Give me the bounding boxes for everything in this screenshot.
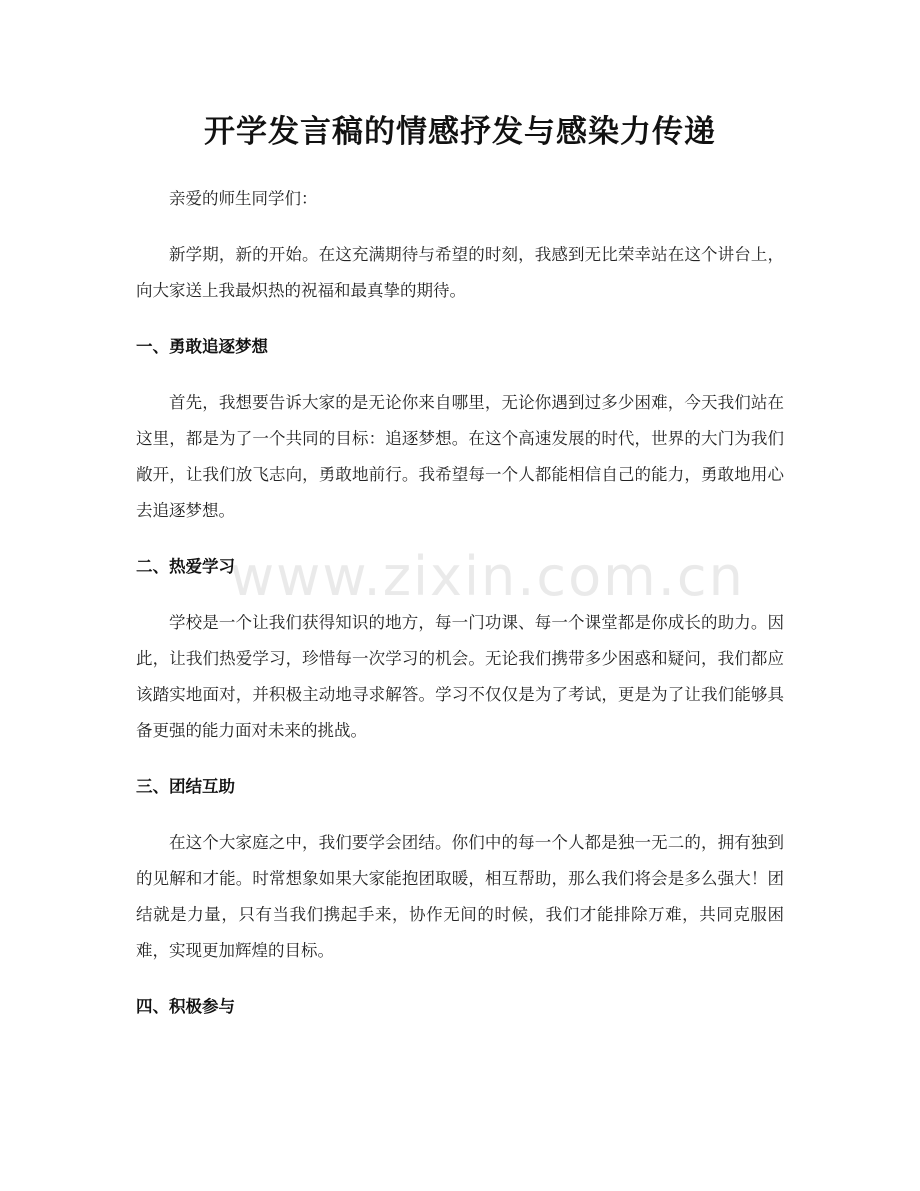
greeting: 亲爱的师生同学们： [169,189,318,208]
section-paragraph: 首先，我想要告诉大家的是无论你来自哪里，无论你遇到过多少困难，今天我们站在这里，都是为了一个共同的目标：追逐梦想。在这个高速发展的时代，世界的大门为我们敞开，让我们放飞志向，勇敢地前行。我希望每一个人都能相信自己的能力，勇敢地用心去追逐梦想。 [136,393,784,520]
document-title: 开学发言稿的情感抒发与感染力传递 [204,114,716,150]
section-heading: 四、积极参与 [136,997,235,1016]
section-paragraph: 在这个大家庭之中，我们要学会团结。你们中的每一个人都是独一无二的，拥有独到的见解和才能。时常想象如果大家能抱团取暖，相互帮助，那么我们将会是多么强大！团结就是力量，只有当我们携起手来，协作无间的时候，我们才能排除万难，共同克服困难，实现更加辉煌的目标。 [136,833,784,960]
section-paragraph: 学校是一个让我们获得知识的地方，每一门功课、每一个课堂都是你成长的助力。因此，让我们热爱学习，珍惜每一次学习的机会。无论我们携带多少困惑和疑问，我们都应该踏实地面对，并积极主动地寻求解答。学习不仅仅是为了考试，更是为了让我们能够具备更强的能力面对未来的挑战。 [136,613,784,740]
section-heading: 二、热爱学习 [136,557,235,576]
watermark: www.zixin.com.cn [230,545,745,608]
section-heading: 三、团结互助 [136,777,235,796]
document-body [136,181,784,1045]
intro-paragraph: 新学期，新的开始。在这充满期待与希望的时刻，我感到无比荣幸站在这个讲台上，向大家送上我最炽热的祝福和最真挚的期待。 [136,245,784,300]
section-heading: 一、勇敢追逐梦想 [136,337,268,356]
